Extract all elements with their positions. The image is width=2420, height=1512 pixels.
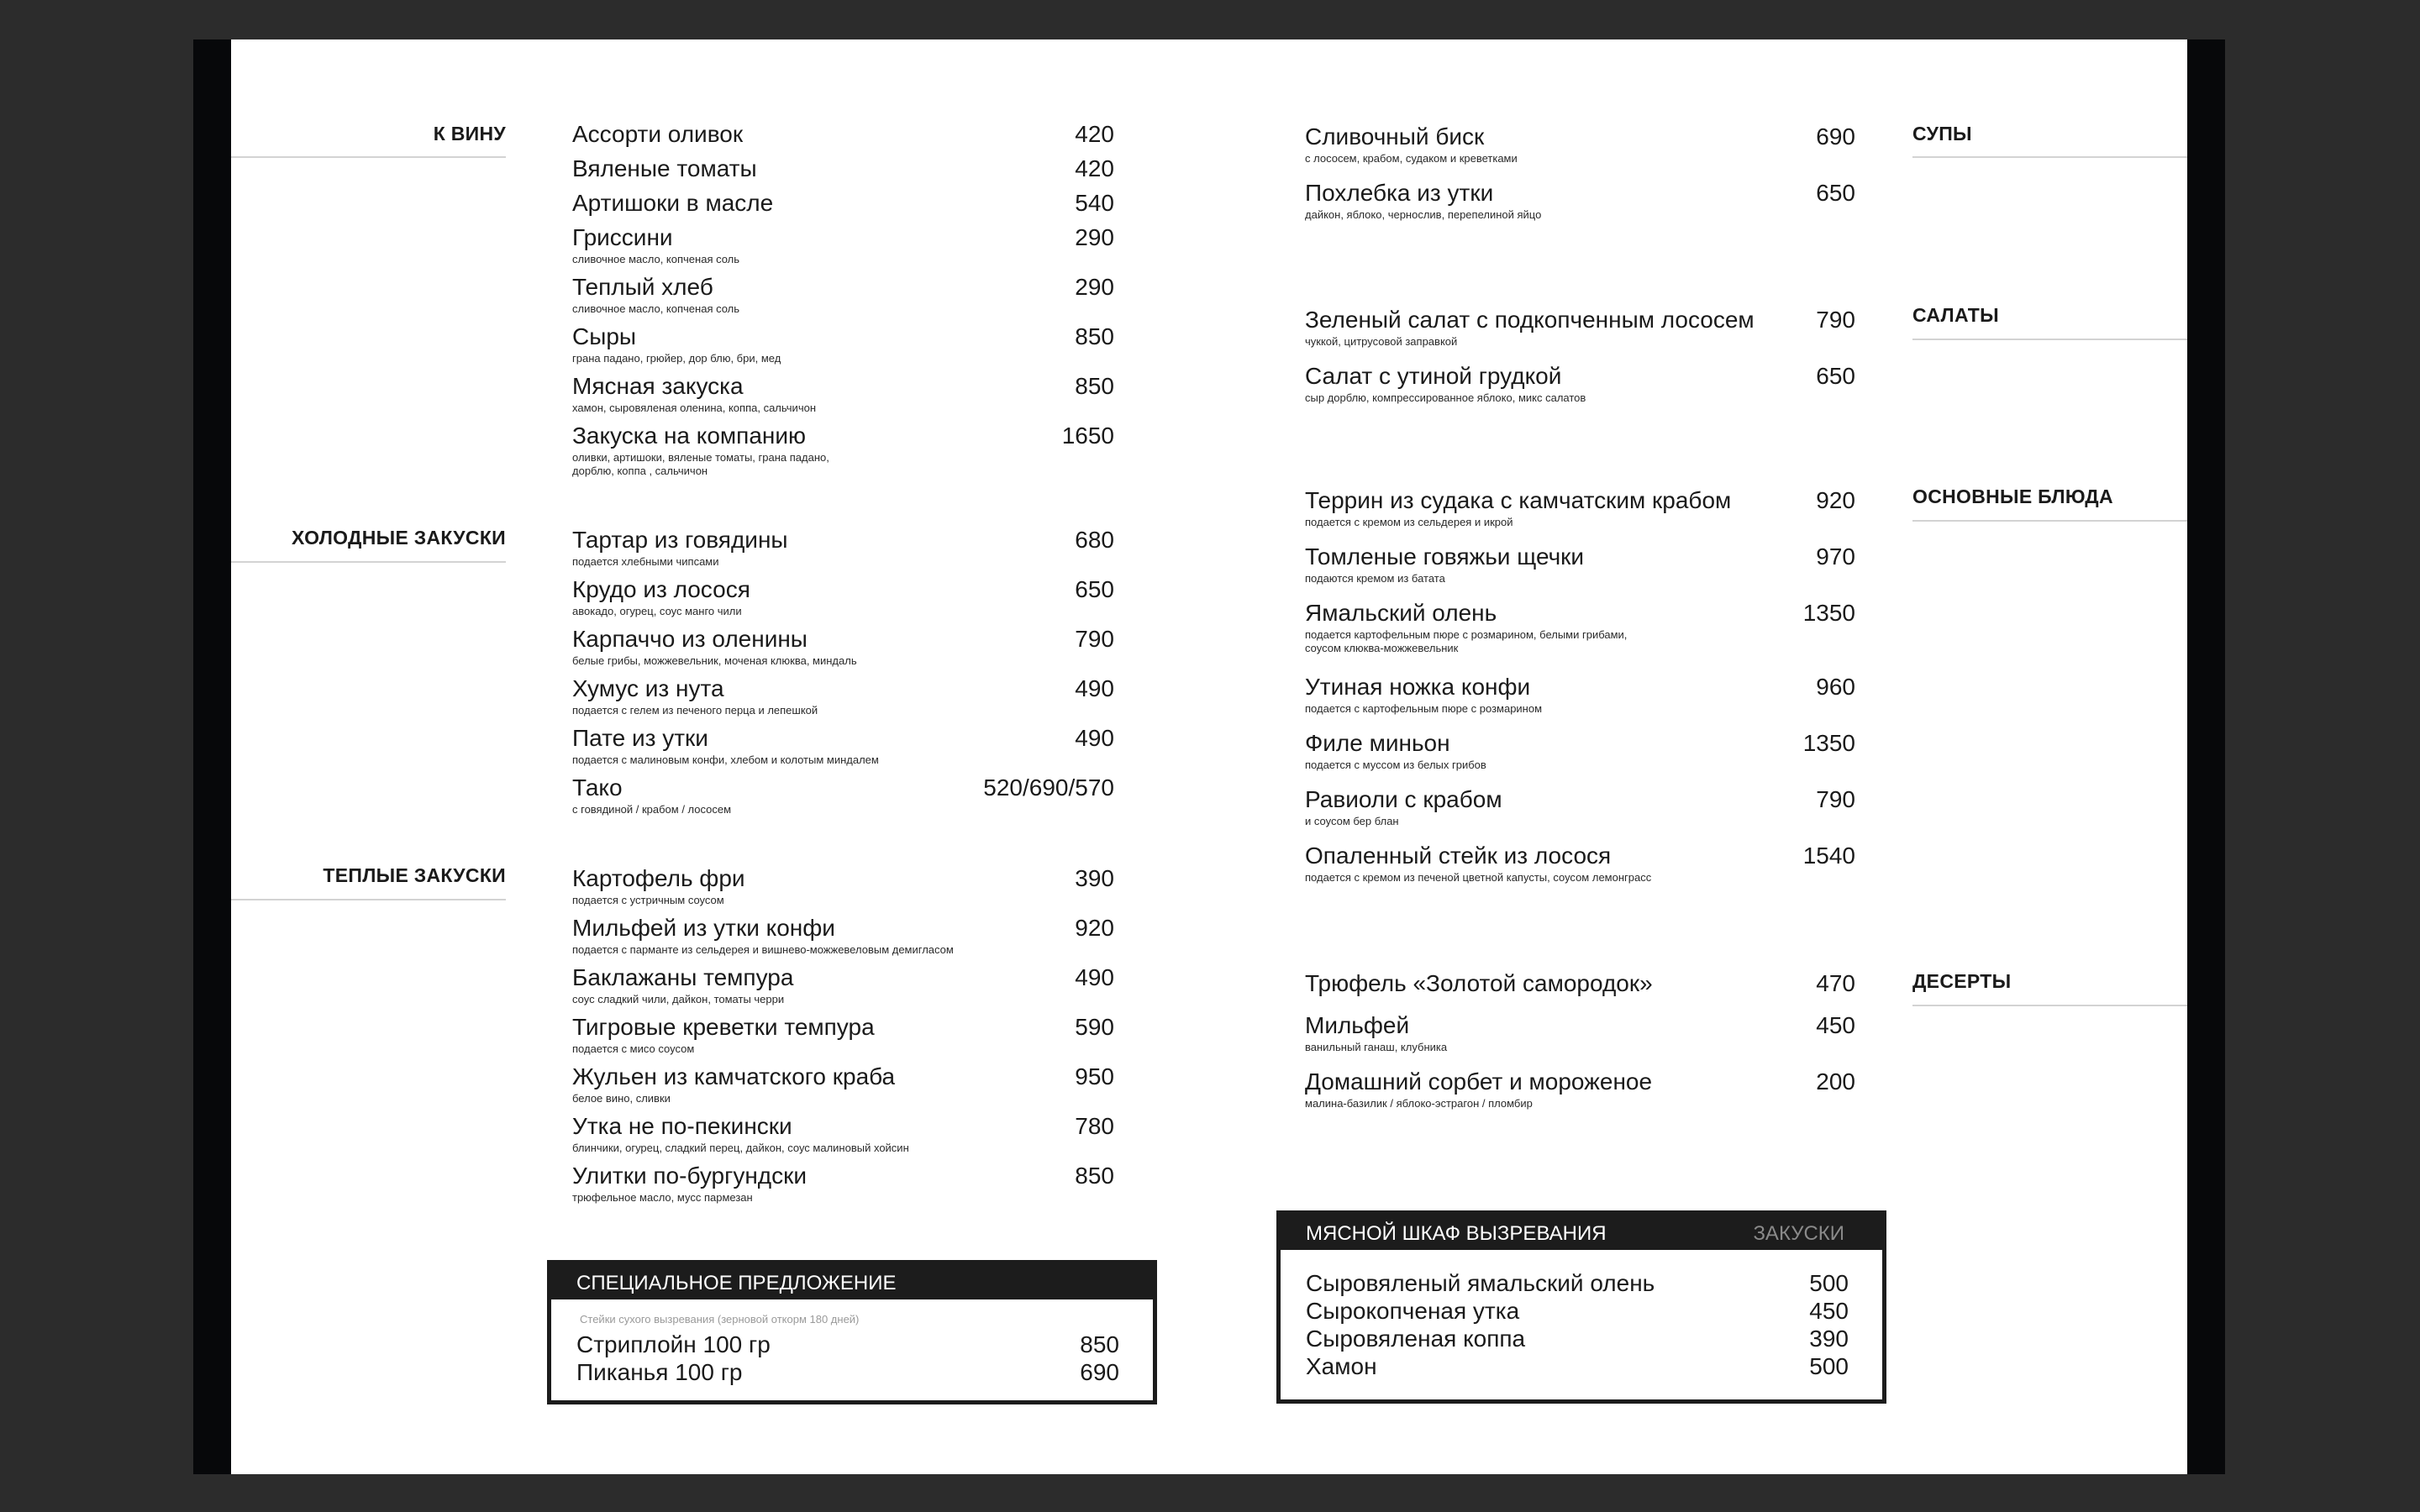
dish-price: 920 <box>1075 915 1114 941</box>
category-heading: К ВИНУ <box>433 123 506 144</box>
dish-name: Вяленые томаты <box>572 155 757 181</box>
menu-item <box>572 915 1114 957</box>
dish-description-line: сыр дорблю, компрессированное яблоко, микс салатов <box>1305 391 1586 404</box>
dish-price: 650 <box>1075 576 1114 602</box>
menu-item <box>1305 307 1855 349</box>
dish-description <box>1305 152 1518 165</box>
aging-cabinet-tag: ЗАКУСКИ <box>1753 1222 1844 1245</box>
menu-item <box>572 725 1114 767</box>
dish-description-line: подаются кремом из батата <box>1305 572 1445 585</box>
dish-price: 850 <box>1075 323 1114 349</box>
special-offer-name: Стриплойн 100 гр <box>576 1331 771 1357</box>
dish-price: 420 <box>1075 155 1114 181</box>
dish-description-line: подается хлебными чипсами <box>572 555 719 568</box>
dish-description <box>572 402 816 415</box>
aging-cabinet-name: Сырокопченая утка <box>1306 1298 1520 1324</box>
dish-description-line: белое вино, сливки <box>572 1092 671 1105</box>
special-offer-price: 850 <box>1080 1331 1119 1357</box>
special-offer-price: 690 <box>1080 1359 1119 1385</box>
dish-price: 920 <box>1816 487 1855 513</box>
dish-price: 390 <box>1075 865 1114 891</box>
dish-price: 690 <box>1816 123 1855 150</box>
menu-item <box>1305 674 1855 716</box>
menu-item <box>1305 843 1855 885</box>
dish-name: Жульен из камчатского краба <box>572 1063 896 1089</box>
special-offer-title: СПЕЦИАЛЬНОЕ ПРЕДЛОЖЕНИЕ <box>576 1272 897 1294</box>
dish-description <box>1305 815 1399 828</box>
dish-name: Артишоки в масле <box>572 190 774 216</box>
dish-name: Тигровые креветки темпура <box>572 1014 875 1040</box>
dish-description-line: сливочное масло, копченая соль <box>572 253 740 265</box>
dish-description-line: подается с кремом из сельдерея и икрой <box>1305 516 1513 528</box>
menu-item <box>1305 730 1855 772</box>
dish-name: Хумус из нута <box>572 675 724 701</box>
category-rule <box>1912 339 2187 340</box>
dish-description-line: чуккой, цитрусовой заправкой <box>1305 335 1458 348</box>
aging-cabinet-name: Хамон <box>1306 1353 1377 1379</box>
category-rule <box>231 899 506 900</box>
dish-description-line: соусом клюква-можжевельник <box>1305 642 1459 654</box>
dish-description <box>1305 572 1445 585</box>
dish-price: 490 <box>1075 675 1114 701</box>
dish-price: 1350 <box>1802 600 1855 626</box>
dish-description <box>572 894 724 907</box>
dish-name: Утка не по-пекински <box>572 1113 792 1139</box>
dish-name: Улитки по-бургундски <box>572 1163 808 1189</box>
dish-price: 1540 <box>1802 843 1855 869</box>
dish-name: Тартар из говядины <box>572 527 788 553</box>
category-heading: ОСНОВНЫЕ БЛЮДА <box>1912 486 2113 507</box>
dish-price: 790 <box>1075 626 1114 652</box>
dish-description <box>1305 391 1586 405</box>
aging-cabinet-name: Сыровяленая коппа <box>1306 1326 1526 1352</box>
category-heading: САЛАТЫ <box>1912 304 1999 326</box>
dish-price: 1650 <box>1061 423 1114 449</box>
dish-name: Сыры <box>572 323 637 349</box>
dish-price: 850 <box>1075 373 1114 399</box>
dish-description <box>572 1042 694 1056</box>
dish-price: 790 <box>1816 307 1855 333</box>
dish-description-line: авокадо, огурец, соус манго чили <box>572 605 742 617</box>
dish-description <box>572 654 857 668</box>
dish-name: Филе миньон <box>1305 730 1450 756</box>
menu-item <box>572 626 1114 668</box>
dish-name: Баклажаны темпура <box>572 964 794 990</box>
category-rule <box>1912 156 2187 158</box>
menu-item <box>1305 123 1855 165</box>
dish-description <box>1305 516 1513 529</box>
menu-item <box>572 527 1114 569</box>
dish-description-line: блинчики, огурец, сладкий перец, дайкон, соус малиновый хойсин <box>572 1142 909 1154</box>
category-heading: СУПЫ <box>1912 123 1972 144</box>
menu-item <box>1305 1068 1855 1110</box>
dish-price: 960 <box>1816 674 1855 700</box>
dish-description <box>572 302 739 316</box>
dish-description <box>1305 702 1542 716</box>
dish-price: 490 <box>1075 964 1114 990</box>
dish-description <box>572 253 739 266</box>
dish-price: 540 <box>1075 190 1114 216</box>
dish-name: Утиная ножка конфи <box>1305 674 1531 700</box>
dish-description <box>572 555 719 569</box>
menu-item <box>572 274 1114 316</box>
dish-name: Картофель фри <box>572 865 745 891</box>
dish-name: Сливочный биск <box>1305 123 1485 150</box>
menu-item <box>1305 970 1855 1012</box>
dish-description <box>1305 759 1486 772</box>
menu-item <box>1305 543 1855 585</box>
dish-name: Ассорти оливок <box>572 121 744 147</box>
dish-description-line: дорблю, коппа , сальчичон <box>572 465 708 477</box>
dish-name: Трюфель «Золотой самородок» <box>1305 970 1653 996</box>
dish-description-line: подается с устричным соусом <box>572 894 724 906</box>
dish-description <box>1305 1097 1533 1110</box>
dish-price: 200 <box>1816 1068 1855 1095</box>
dish-description-line: дайкон, яблоко, чернослив, перепелиной яйцо <box>1305 208 1542 221</box>
dish-name: Домашний сорбет и мороженое <box>1305 1068 1653 1095</box>
category-rule <box>1912 1005 2187 1006</box>
dish-description <box>572 1191 753 1205</box>
dish-price: 950 <box>1075 1063 1114 1089</box>
aging-cabinet-row <box>1306 1326 1849 1354</box>
dish-name: Закуска на компанию <box>572 423 806 449</box>
dish-description-line: грана падано, грюйер, дор блю, бри, мед <box>572 352 781 365</box>
dish-price: 450 <box>1816 1012 1855 1038</box>
dish-name: Карпаччо из оленины <box>572 626 808 652</box>
dish-price: 680 <box>1075 527 1114 553</box>
dish-description-line: и соусом бер блан <box>1305 815 1399 827</box>
dish-description <box>1305 871 1651 885</box>
dish-description <box>572 451 829 478</box>
menu-page <box>231 39 2187 1474</box>
category-heading: ХОЛОДНЫЕ ЗАКУСКИ <box>292 527 506 549</box>
dish-price: 490 <box>1075 725 1114 751</box>
dish-description <box>572 753 879 767</box>
dish-description <box>572 704 818 717</box>
dish-description-line: ванильный ганаш, клубника <box>1305 1041 1448 1053</box>
menu-item <box>572 373 1114 415</box>
dish-price: 420 <box>1075 121 1114 147</box>
aging-cabinet-name: Сыровяленый ямальский олень <box>1306 1270 1655 1296</box>
category-heading: ДЕСЕРТЫ <box>1912 970 2012 992</box>
dish-price: 520/690/570 <box>983 774 1114 801</box>
dish-description-line: подается с парманте из сельдерея и вишнево-можжевеловым демигласом <box>572 943 954 956</box>
menu-item <box>572 1063 1114 1105</box>
menu-item <box>572 865 1114 907</box>
aging-cabinet-price: 390 <box>1809 1326 1849 1352</box>
special-offer-note: Стейки сухого вызревания (зерновой откорм 180 дней) <box>580 1313 860 1326</box>
menu-item <box>1305 600 1855 654</box>
dish-description-line: соус сладкий чили, дайкон, томаты черри <box>572 993 785 1005</box>
dish-name: Равиоли с крабом <box>1305 786 1502 812</box>
dish-description-line: белые грибы, можжевельник, моченая клюква, миндаль <box>572 654 857 667</box>
dish-description <box>572 993 784 1006</box>
aging-cabinet-row <box>1306 1353 1849 1382</box>
dish-name: Пате из утки <box>572 725 708 751</box>
aging-cabinet-box <box>1276 1210 1886 1404</box>
dish-price: 650 <box>1816 363 1855 389</box>
aging-cabinet-price: 450 <box>1809 1298 1849 1324</box>
menu-item <box>572 1163 1114 1205</box>
dish-name: Томленые говяжьи щечки <box>1305 543 1585 570</box>
dish-name: Теплый хлеб <box>572 274 713 300</box>
dish-description-line: трюфельное масло, мусс пармезан <box>572 1191 753 1204</box>
menu-item <box>1305 180 1855 222</box>
dish-name: Крудо из лосося <box>572 576 750 602</box>
menu-item <box>1305 487 1855 529</box>
dish-price: 650 <box>1816 180 1855 206</box>
dish-name: Гриссини <box>572 224 673 250</box>
category-rule <box>231 561 506 563</box>
menu-item <box>572 576 1114 618</box>
dish-name: Мильфей <box>1305 1012 1410 1038</box>
dish-description <box>572 1142 909 1155</box>
special-offer-header <box>551 1264 1153 1299</box>
dish-description-line: подается с мисо соусом <box>572 1042 695 1055</box>
dish-description <box>1305 208 1541 222</box>
menu-item <box>1305 363 1855 405</box>
dish-description-line: подается с муссом из белых грибов <box>1305 759 1486 771</box>
dish-description <box>1305 1041 1447 1054</box>
menu-item <box>572 323 1114 365</box>
dish-description <box>1305 628 1627 655</box>
dish-description <box>572 352 781 365</box>
dish-price: 780 <box>1075 1113 1114 1139</box>
dish-price: 1350 <box>1802 730 1855 756</box>
dish-name: Мясная закуска <box>572 373 744 399</box>
menu-item <box>572 774 1114 816</box>
dish-description <box>572 803 731 816</box>
aging-cabinet-row <box>1306 1298 1849 1326</box>
dish-price: 790 <box>1816 786 1855 812</box>
dish-price: 590 <box>1075 1014 1114 1040</box>
dish-name: Зеленый салат с подкопченным лососем <box>1305 307 1754 333</box>
menu-item <box>572 1113 1114 1155</box>
dish-description <box>572 605 742 618</box>
dish-price: 290 <box>1075 224 1114 250</box>
dish-description <box>572 1092 671 1105</box>
menu-item <box>1305 1012 1855 1054</box>
aging-cabinet-price: 500 <box>1809 1270 1849 1296</box>
category-rule <box>231 156 506 158</box>
dish-description-line: подается с кремом из печеной цветной капусты, соусом лемонграсс <box>1305 871 1652 884</box>
dish-description-line: подается с картофельным пюре с розмарином <box>1305 702 1543 715</box>
dish-description <box>572 943 954 957</box>
dish-price: 470 <box>1816 970 1855 996</box>
aging-cabinet-row <box>1306 1270 1849 1299</box>
dish-description-line: с лососем, крабом, судаком и креветками <box>1305 152 1518 165</box>
menu-item <box>572 1014 1114 1056</box>
dish-description-line: с говядиной / крабом / лососем <box>572 803 732 816</box>
dish-description-line: подается с гелем из печеного перца и лепешкой <box>572 704 818 717</box>
dish-name: Мильфей из утки конфи <box>572 915 835 941</box>
menu-item <box>572 224 1114 266</box>
dish-name: Ямальский олень <box>1305 600 1497 626</box>
dish-description <box>1305 335 1457 349</box>
dish-name: Тако <box>572 774 623 801</box>
menu-item <box>572 423 1114 477</box>
dish-description-line: подается картофельным пюре с розмарином, белыми грибами, <box>1305 628 1628 641</box>
dish-description-line: малина-базилик / яблоко-эстрагон / пломбир <box>1305 1097 1533 1110</box>
dish-name: Террин из судака с камчатским крабом <box>1305 487 1732 513</box>
special-offer-row <box>576 1359 1119 1388</box>
menu-item <box>1305 786 1855 828</box>
dish-name: Опаленный стейк из лосося <box>1305 843 1612 869</box>
dish-price: 290 <box>1075 274 1114 300</box>
dish-description-line: оливки, артишоки, вяленые томаты, грана падано, <box>572 451 829 464</box>
aging-cabinet-title: МЯСНОЙ ШКАФ ВЫЗРЕВАНИЯ <box>1306 1222 1607 1245</box>
dish-name: Похлебка из утки <box>1305 180 1494 206</box>
aging-cabinet-price: 500 <box>1809 1353 1849 1379</box>
category-rule <box>1912 520 2187 522</box>
special-offer-name: Пиканья 100 гр <box>576 1359 743 1385</box>
menu-item <box>572 964 1114 1006</box>
dish-price: 970 <box>1816 543 1855 570</box>
special-offer-row <box>576 1331 1119 1360</box>
special-offer-box <box>547 1260 1157 1404</box>
category-heading: ТЕПЛЫЕ ЗАКУСКИ <box>323 864 506 886</box>
dish-name: Салат с утиной грудкой <box>1305 363 1562 389</box>
dish-description-line: хамон, сыровяленая оленина, коппа, сальчичон <box>572 402 816 414</box>
menu-item <box>572 675 1114 717</box>
dish-description-line: подается с малиновым конфи, хлебом и колотым миндалем <box>572 753 879 766</box>
dish-description-line: сливочное масло, копченая соль <box>572 302 740 315</box>
aging-cabinet-header <box>1281 1215 1882 1250</box>
dish-price: 850 <box>1075 1163 1114 1189</box>
